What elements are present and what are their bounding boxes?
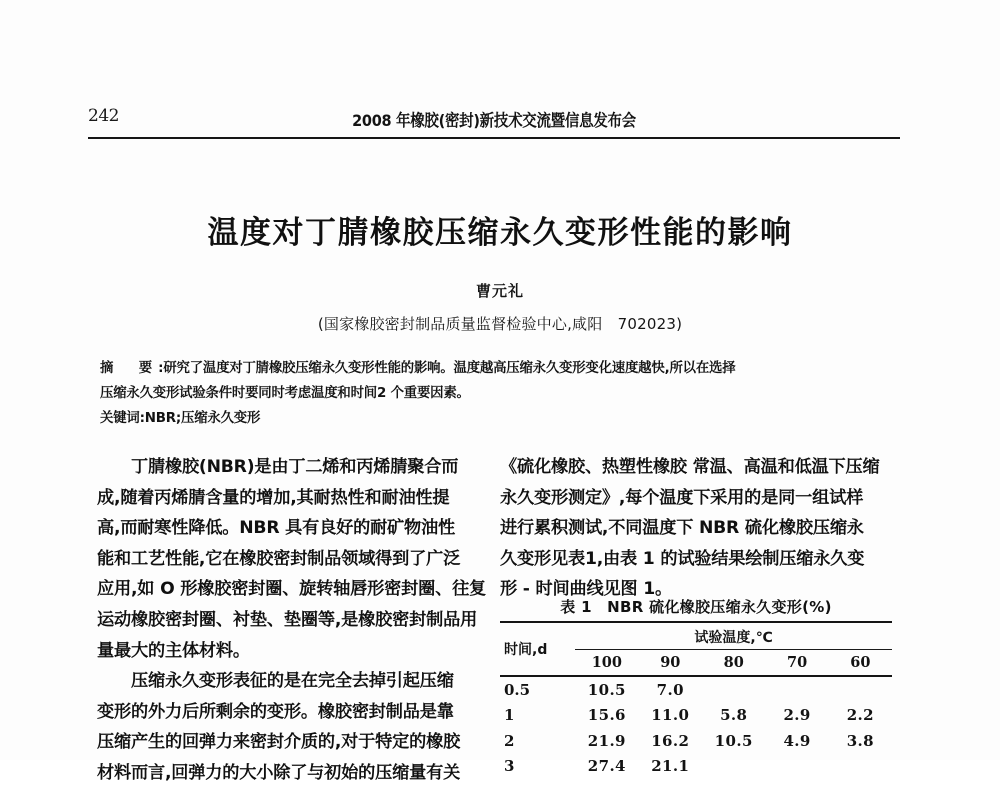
body-line: 材料而言,回弹力的大小除了与初始的压缩量有关: [97, 762, 461, 783]
cell-value: 11.0: [651, 706, 690, 725]
cell-value: [702, 754, 765, 780]
cell-value: [829, 754, 892, 780]
body-line: 久变形见表1,由表 1 的试验结果绘制压缩永久变: [500, 548, 865, 569]
body-column-left: [97, 452, 497, 789]
body-column-right: [500, 452, 900, 605]
body-line: 进行累积测试,不同温度下 NBR 硫化橡胶压缩永: [500, 518, 864, 539]
cell-value: 2.2: [846, 706, 874, 725]
table-row: [500, 754, 892, 780]
table-header-row-span: [500, 622, 892, 650]
cell-value: 7.0: [656, 680, 684, 699]
body-line: 变形的外力后所剩余的变形。橡胶密封制品是靠: [97, 701, 454, 722]
body-line: 成,随着丙烯腈含量的增加,其耐热性和耐油性提: [97, 487, 450, 508]
cell-value: 2.9: [783, 706, 811, 725]
running-head: [88, 104, 900, 132]
cell-value: 3.8: [846, 731, 874, 750]
running-title: 2008 年橡胶(密封)新技术交流暨信息发布会: [352, 112, 636, 131]
compression-set-table: [500, 621, 892, 779]
cell-time: 0.5: [504, 680, 531, 699]
article-author: 曹元礼: [475, 282, 524, 300]
cell-value: 10.5: [714, 731, 753, 750]
cell-time: 3: [504, 757, 515, 776]
cell-value: 16.2: [651, 731, 690, 750]
header-temp-col: 80: [723, 654, 744, 671]
body-line: 高,而耐寒性降低。NBR 具有良好的耐矿物油性: [97, 518, 456, 539]
cell-value: 21.1: [651, 757, 690, 776]
cell-time: 2: [504, 731, 515, 750]
header-temp-col: 100: [591, 654, 622, 671]
header-temp-col: 90: [660, 654, 681, 671]
table-caption: 表 1 NBR 硫化橡胶压缩永久变形(%): [560, 598, 832, 616]
table-row: [500, 676, 892, 703]
cell-value: 4.9: [783, 731, 811, 750]
header-temperature-span: 试验温度,℃: [575, 622, 892, 650]
abstract-text-1: :研究了温度对丁腈橡胶压缩永久变形性能的影响。温度越高压缩永久变形变化速度越快,所以在选择: [158, 361, 736, 376]
body-line: 压缩产生的回弹力来密封介质的,对于特定的橡胶: [97, 732, 461, 753]
body-line: 《硫化橡胶、热塑性橡胶 常温、高温和低温下压缩: [500, 457, 880, 477]
cell-time: 1: [504, 706, 515, 725]
abstract-block: [100, 356, 912, 431]
table-head: [500, 622, 892, 676]
body-line: 运动橡胶密封圈、衬垫、垫圈等,是橡胶密封制品用: [97, 609, 478, 630]
article-title: 温度对丁腈橡胶压缩永久变形性能的影响: [207, 215, 793, 251]
abstract-line-2: 压缩永久变形试验条件时要同时考虑温度和时间2 个重要因素。: [100, 386, 470, 401]
cell-value: 5.8: [720, 706, 748, 725]
table-row: [500, 728, 892, 754]
cell-value: [765, 754, 828, 780]
header-rule: [88, 137, 900, 139]
table-1-wrapper: [500, 596, 892, 779]
body-line: 应用,如 O 形橡胶密封圈、旋转轴唇形密封圈、往复: [97, 579, 487, 600]
cell-value: [829, 676, 892, 703]
header-temp-col: 60: [850, 654, 871, 671]
page-number: 242: [88, 106, 119, 126]
body-line: 形 - 时间曲线见图 1。: [500, 579, 672, 600]
article-affiliation: (国家橡胶密封制品质量监督检验中心,咸阳 702023): [317, 315, 683, 333]
body-line: 压缩永久变形表征的是在完全去掉引起压缩: [97, 671, 454, 692]
abstract-line-1: [100, 356, 912, 381]
cell-value: [702, 676, 765, 703]
abstract-label: 摘 要: [100, 361, 159, 376]
header-temp-col: 70: [786, 654, 808, 671]
header-time: 时间,d: [504, 642, 548, 658]
body-line: 丁腈橡胶(NBR)是由丁二烯和丙烯腈聚合而: [97, 457, 459, 477]
cell-value: [765, 676, 828, 703]
cell-value: 27.4: [587, 757, 626, 776]
table-row: [500, 703, 892, 729]
keywords-line: 关键词:NBR;压缩永久变形: [100, 411, 261, 426]
cell-value: 21.9: [587, 731, 626, 750]
body-line: 量最大的主体材料。: [97, 640, 250, 661]
body-line: 能和工艺性能,它在橡胶密封制品领域得到了广泛: [97, 548, 461, 569]
cell-value: 15.6: [587, 706, 626, 725]
cell-value: 10.5: [587, 680, 626, 699]
body-line: 永久变形测定》,每个温度下采用的是同一组试样: [500, 487, 864, 508]
table-body: [500, 676, 892, 779]
